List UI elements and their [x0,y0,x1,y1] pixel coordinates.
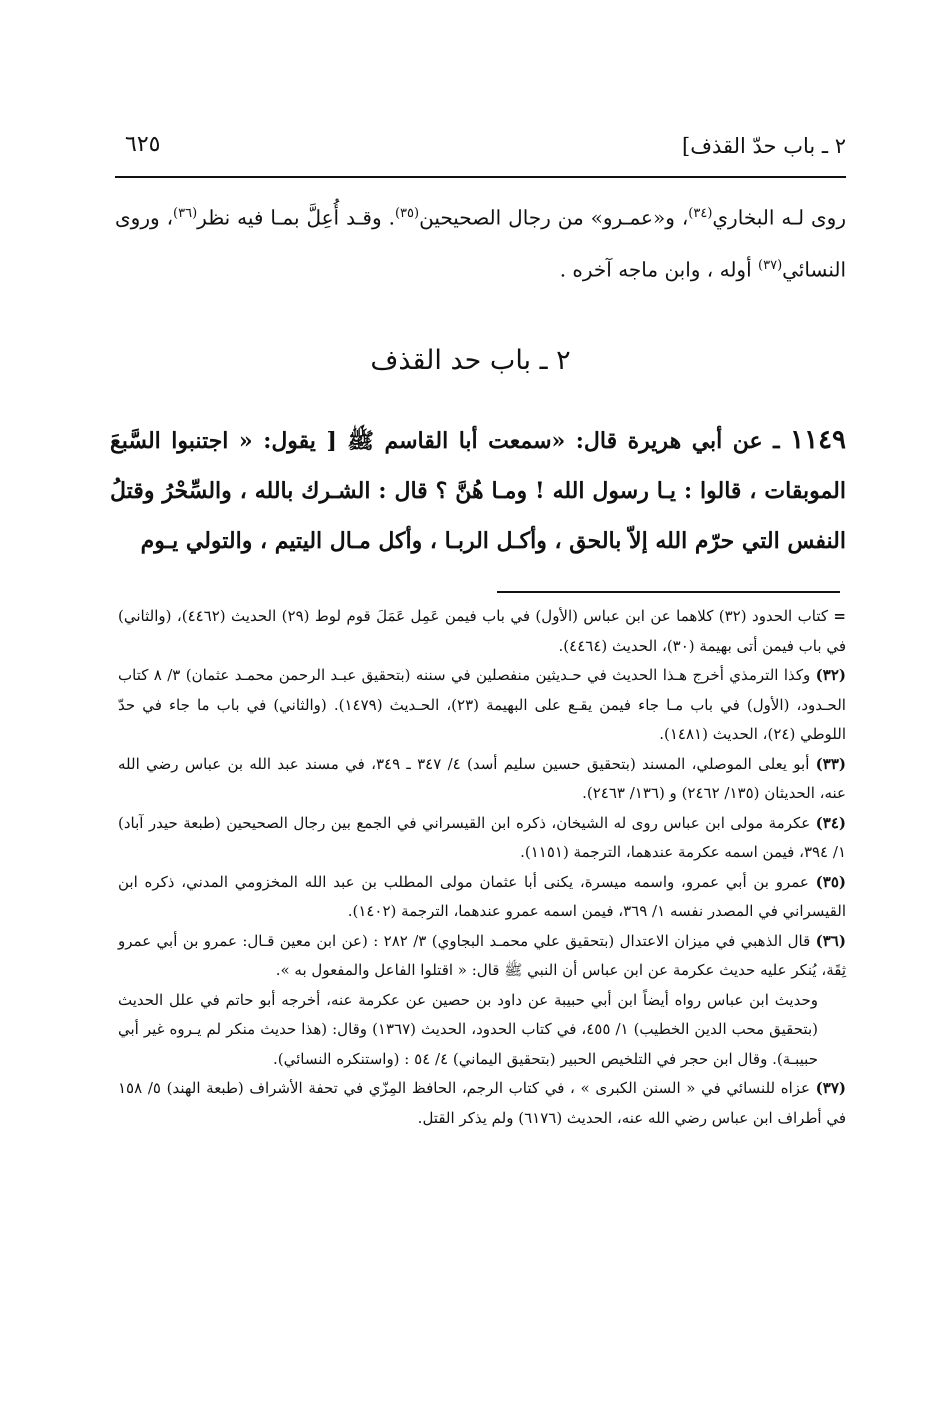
hadith-number: ١١٤٩ [790,425,846,455]
footnote-35 [118,868,846,927]
footnote-text: وحديث ابن عباس رواه أيضاً ابن أبي حبيبة عن داود بن حصين عن عكرمة عنه، أخرجه أبو حاتم في علل الحديث (بتحقيق محب الدين الخطيب) ١/ ٤٥٥، في كتاب الحدود، الحديث (١٣٦٧) وقال: (هذا حديث منكر لم يـروه غير أبي حبيبـة). وقال ابن حجر في التلخيص الحبير (بتحقيق اليماني) ٤/ ٥٤ : (واستنكره النسائي). [118,990,818,1068]
footnote-text: قال الذهبي في ميزان الاعتدال (بتحقيق علي محمـد البجاوي) ٣/ ٢٨٢ : (عن ابن معين قـال: عمرو بن أبي عمرو ثِقَة، يُنكر عليه حديث عكرمة عن ابن عباس أن النبي ﷺ قال: « اقتلوا الفاعل والمفعول به ». [118,931,846,979]
footnote-text: وكذا الترمذي أخرج هـذا الحديث في حـديثين منفصلين في سننه (بتحقيق عبـد الرحمن محمـد عثمان) ٣/ ٨ كتاب الحـدود، (الأول) في باب مـا جاء فيمن يقـع على البهيمة (٢٣)، الحـديث (١٤٧٩). (والثاني) في باب ما جاء في حدّ اللوطي (٢٤)، الحديث (١٤٨١). [118,666,846,743]
intro-paragraph [115,190,846,293]
intro-text-5: أوله ، وابن ماجه آخره . [559,257,759,282]
intro-text-2: ، و«عمـرو» من رجال الصحيحين [419,205,689,230]
footnote-text: كتاب الحدود (٣٢) كلاهما عن ابن عباس (الأول) في باب فيمن عَمِل عَمَلَ قوم لوط (٢٩) الحديث (٤٤٦٢)، (والثاني) في باب فيمن أتى بهيمة (٣٠)، الحديث (٤٤٦٤). [118,607,846,655]
footnote-number: (٣٧) [815,1079,847,1097]
footnote-34 [118,809,846,868]
footnote-number: (٣٣) [815,754,847,773]
footnote-text: عكرمة مولى ابن عباس روى له الشيخان، ذكره ابن القيسراني في الجمع بين رجال الصحيحين (طبعة حيدر آباد) ١/ ٣٩٤، فيمن اسمه عكرمة عندهما، الترجمة (١١٥١). [118,813,846,861]
footnote-36-continued [118,986,846,1075]
footnote-37 [118,1074,846,1133]
running-head: ٢ ـ باب حدّ القذف] [682,134,846,158]
header-rule [115,176,846,178]
intro-text-4: ، وروى النسائي [115,205,846,282]
intro-text-1: روى لـه البخاري [712,205,846,230]
footnote-number: (٣٦) [815,931,846,950]
footnote-text: أبو يعلى الموصلي، المسند (بتحقيق حسين سليم أسد) ٤/ ٣٤٧ ـ ٣٤٩، في مسند عبد الله بن عباس رضي الله عنه، الحديثان (١٣٥/ ٢٤٦٢) و (١٣٦/ ٢٤٦٣). [118,754,846,802]
footnote-text: عزاه للنسائي في « السنن الكبرى » ، في كتاب الرجم، الحافظ المِزّي في تحفة الأشراف (طبعة الهند) ٥/ ١٥٨ في أطراف ابن عباس رضي الله عنه، الحديث (٦١٧٦) ولم يذكر القتل. [118,1079,846,1127]
footnote-ref-36: (٣٦) [173,206,198,221]
page-header [115,128,846,172]
footnote-ref-35: (٣٥) [394,206,420,221]
footnote-33 [118,750,846,809]
intro-text-3: . وقـد أُعِلَّ بمـا فيه نظر [197,205,395,230]
hadith-text: ـ عن أبي هريرة قال: «سمعت أبا القاسم ﷺ [ يقول: « اجتنبوا السَّبعَ الموبقات ، قالوا : يـا رسول الله ! ومـا هُنَّ ؟ قال : الشـرك بالله ، والسِّحْرُ وقتلُ النفس التي حرّم الله إلاّ بالحق ، وأكـل الربـا ، وأكل مـال اليتيم ، والتولي يـوم [110,428,846,554]
footnote-number: (٣٤) [815,813,846,832]
footnote-number: (٣٥) [815,872,846,891]
footnote-32 [118,661,846,750]
hadith-paragraph [110,415,846,566]
footnote-number: (٣٢) [815,666,846,684]
footnotes [118,602,846,1133]
footnote-36 [118,927,846,986]
footnote-text: عمرو بن أبي عمرو، واسمه ميسرة، يكنى أبا عثمان مولى المطلب بن عبد الله المخزومي المدني، ذكره ابن القيسراني في المصدر نفسه ١/ ٣٦٩، فيمن اسمه عمرو عندهما، الترجمة (١٤٠٢). [118,872,846,920]
chapter-title: ٢ ـ باب حد القذف [370,345,571,376]
footnote-ref-34: (٣٤) [688,206,713,221]
footnote-rule [497,591,840,593]
footnote-continuation [118,602,846,661]
footnote-ref-37: (٣٧) [758,257,783,273]
page-number: ٦٢٥ [125,132,161,157]
footnote-number: = [833,607,846,625]
